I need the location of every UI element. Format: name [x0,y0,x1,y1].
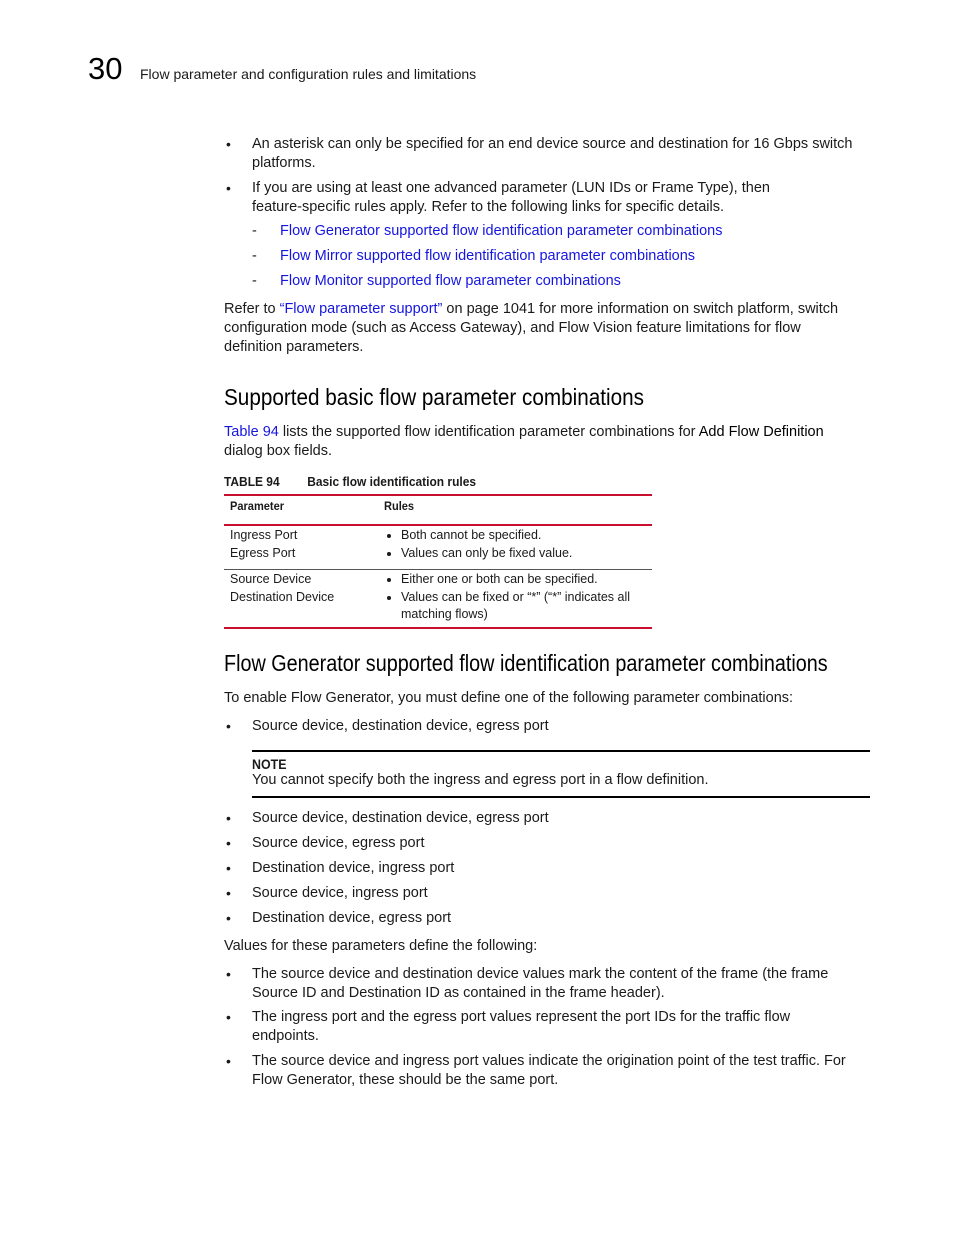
list-item: • Source device, destination device, egress port [226,718,549,734]
section-heading-flow-generator: Flow Generator supported flow identification parameter combinations [224,650,828,676]
note-top-rule [252,750,870,752]
list-item: • The source device and ingress port values indicate the origination point of the test traffic. For Flow Generator, these should be the same port. [226,1053,846,1088]
bullet-icon: • [226,860,231,876]
table-header-rule [224,524,652,526]
bullet-icon: • [226,718,231,734]
bullet-icon: • [226,835,231,851]
list-item: • The ingress port and the egress port values represent the port IDs for the traffic flow endpoints. [226,1009,791,1044]
link-flow-parameter-support[interactable]: “Flow parameter support” [279,301,443,317]
values-intro: Values for these parameters define the following: [224,938,538,954]
bullet-icon: • [226,136,231,152]
list-item: • If you are using at least one advanced parameter (LUN IDs or Frame Type), then feature-specific rules apply. Refer to the following links for specific details. [226,180,770,215]
dash-marker: - [252,223,257,239]
note-title: NOTE [252,757,287,772]
bullet-icon: • [226,1009,231,1025]
note-text: You cannot specify both the ingress and egress port in a flow definition. [252,772,709,788]
table-header-rules: Rules [384,499,415,513]
table-row-2-rules: • Either one or both can be specified. • Values can be fixed or “*” (“*” indicates all matching flows) [384,571,646,624]
bullet-icon: • [226,910,231,926]
note-bottom-rule [252,796,870,798]
link-flow-monitor[interactable]: - Flow Monitor supported flow parameter combinations [252,273,621,289]
refer-paragraph: Refer to “Flow parameter support” on page 1041 for more information on switch platform, switch configuration mode (such as Access Gateway), and Flow Vision feature limitations for flow definition parameters. [224,301,839,355]
list-item: • Destination device, egress port [226,910,452,926]
bullet-icon: • [226,966,231,982]
bullet-icon: • [226,885,231,901]
link-flow-mirror[interactable]: - Flow Mirror supported flow identification parameter combinations [252,248,696,264]
chapter-number: 30 [88,51,123,86]
table-top-rule [224,494,652,496]
dash-marker: - [252,273,257,289]
table-row-2-params: Source Device Destination Device [230,572,335,604]
list-item: • Source device, ingress port [226,885,428,901]
link-table-94[interactable]: Table 94 [224,424,279,440]
bullet-icon: • [226,180,231,196]
table-caption [224,473,476,491]
section-intro: To enable Flow Generator, you must define one of the following parameter combinations: [224,690,794,706]
ui-term: Add Flow Definition [698,424,824,440]
list-item: • Source device, destination device, egress port [226,810,549,826]
list-item: • An asterisk can only be specified for an end device source and destination for 16 Gbps switch platforms. [226,136,853,171]
list-item: • Source device, egress port [226,835,425,851]
bullet-icon: • [226,810,231,826]
link-flow-generator[interactable]: - Flow Generator supported flow identification parameter combinations [252,223,723,239]
chapter-title: Flow parameter and configuration rules and limitations [140,66,477,82]
list-item: • Destination device, ingress port [226,860,455,876]
table-label: TABLE 94 [224,474,280,489]
dash-marker: - [252,248,257,264]
bullet-icon: • [226,1053,231,1069]
table-row-1-rules: • Both cannot be specified. • Values can only be fixed value. [384,527,650,562]
table-row-divider [224,569,652,570]
table-header-parameter: Parameter [230,499,285,513]
table-row-1-params: Ingress Port Egress Port [230,528,298,560]
table-title: Basic flow identification rules [307,474,477,489]
section-heading-basic: Supported basic flow parameter combinations [224,384,644,410]
list-item: • The source device and destination device values mark the content of the frame (the frame Source ID and Destination ID as contained in the frame header). [226,966,829,1001]
table-intro-paragraph: Table 94 lists the supported flow identification parameter combinations for Add Flow Definition dialog box fields. [224,424,824,459]
table-bottom-rule [224,627,652,629]
